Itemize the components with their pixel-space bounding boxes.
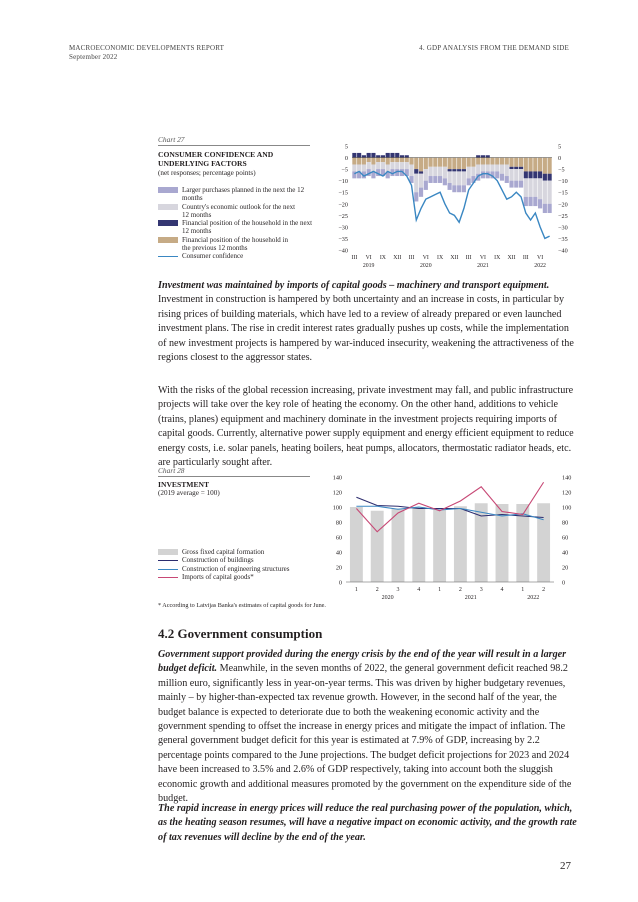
chart28-subtitle: (2019 average = 100) (158, 489, 220, 497)
chart27-bar (448, 171, 452, 183)
chart27-bar (505, 158, 509, 165)
chart27-bar (548, 174, 552, 181)
chart28-year-label: 2020 (381, 595, 394, 601)
chart27-bar (409, 164, 413, 176)
chart28-y-tick-left: 40 (335, 549, 342, 557)
chart28-title: INVESTMENT (158, 480, 210, 489)
chart27-y-tick-left: −40 (338, 247, 348, 255)
chart28-x-tick: 4 (500, 587, 504, 593)
chart28-x-tick: 1 (438, 587, 442, 593)
chart27-y-tick-left: −10 (338, 178, 348, 186)
chart27-bar (528, 158, 532, 172)
chart27-legend-item (158, 236, 326, 253)
chart27-bar (357, 153, 361, 158)
chart27-number: Chart 27 (158, 135, 185, 144)
chart27-x-tick: VI (365, 255, 372, 261)
chart28-y-tick-right: 20 (562, 564, 569, 572)
chart27-bar (371, 158, 375, 165)
chart27-x-tick: XII (393, 255, 402, 261)
chart27-y-tick-right: −5 (558, 166, 565, 174)
chart27-bar (476, 155, 480, 157)
chart27-bar (352, 158, 356, 165)
chart27-bar (528, 178, 532, 196)
chart27-bar (500, 174, 504, 181)
chart28-y-tick-left: 60 (335, 534, 342, 542)
chart27-bar (395, 158, 399, 163)
chart27-bar (467, 158, 471, 167)
chart27-bar (471, 167, 475, 176)
chart27-bar (524, 158, 528, 172)
chart27-title (158, 150, 273, 168)
chart27-bar (390, 158, 394, 163)
chart28-legend (158, 548, 326, 581)
chart27-bar (538, 178, 542, 199)
chart27-y-tick-right: −35 (558, 235, 568, 243)
chart27-bar (443, 158, 447, 167)
chart28-x-tick: 2 (542, 587, 546, 593)
chart27-x-tick: XII (507, 255, 516, 261)
chart27-plot (330, 136, 580, 276)
chart27-bar (390, 153, 394, 158)
chart27-bar (362, 164, 366, 171)
chart27-bar (509, 181, 513, 188)
chart27-bar (448, 183, 452, 190)
chart27-bar (500, 164, 504, 173)
chart27-x-tick: VI (479, 255, 487, 261)
chart28-number: Chart 28 (158, 466, 185, 475)
chart27-legend-swatch (158, 187, 178, 193)
chart27-year-label: 2022 (534, 263, 546, 269)
chart27-y-tick-left: −15 (338, 189, 348, 197)
chart27-bar (381, 155, 385, 157)
chart27-bar (448, 158, 452, 170)
chart27-legend-item (158, 219, 326, 236)
body-paragraph-investment (158, 279, 578, 365)
chart27-bar (433, 176, 437, 183)
chart27-bar (462, 158, 466, 170)
chart28-y-tick-right: 0 (562, 579, 566, 587)
chart27-x-tick: III (522, 255, 529, 261)
chart27-bar (481, 155, 485, 157)
chart28-bar-gfcf (371, 511, 384, 582)
chart27-y-tick-right: −10 (558, 178, 568, 186)
chart27-bar (381, 162, 385, 169)
chart27-bar (509, 167, 513, 169)
chart27-bar (362, 155, 366, 157)
chart27-bar (524, 171, 528, 178)
chart27-bar (405, 162, 409, 169)
chart27-bar (486, 158, 490, 165)
chart27-bar (481, 164, 485, 171)
chart28-x-tick: 3 (479, 587, 483, 593)
chart28-y-tick-right: 80 (562, 519, 569, 527)
chart27-bar (371, 164, 375, 171)
chart27-bar (386, 158, 390, 165)
chart27-bar (524, 197, 528, 206)
body-paragraph-government (158, 648, 578, 806)
chart27-bar (352, 164, 356, 171)
chart27-bar (390, 162, 394, 169)
chart27-y-tick-right: 5 (558, 143, 562, 151)
chart27-bar (386, 164, 390, 171)
chart27-bar (486, 155, 490, 157)
chart27-legend-swatch (158, 256, 178, 257)
chart27-bar (424, 169, 428, 181)
chart27-year-label: 2019 (362, 263, 375, 269)
chart28-x-tick: 4 (417, 587, 421, 593)
chart28-x-tick: 1 (521, 587, 525, 593)
chart28-year-label: 2021 (464, 595, 477, 601)
chart28-legend-item (158, 565, 326, 573)
chart27-bar (457, 158, 461, 170)
chart28-legend-swatch (158, 549, 178, 555)
chart27-legend-label: Financial position of the household in the next 12 months (182, 219, 313, 236)
chart27-bar (462, 171, 466, 185)
chart27-bar (486, 164, 490, 171)
chart28-legend-item (158, 548, 326, 556)
chart27-y-tick-right: −20 (558, 201, 568, 209)
chart27-legend-swatch (158, 204, 178, 210)
chart27-bar (424, 181, 428, 190)
text-government: Meanwhile, in the seven months of 2022, the general government deficit reached 98.2 million euro, significantly less in year-on-year terms. This was driven by higher budgetary revenues, mainly – by higher-than-expected tax revenue growth. However, in the second half of the year, the budget balance is expected to deteriorate due to both the weakening economic activity and the government spending to offset the increase in energy prices and mitigate the impact of inflation. The general government budget deficit for this year is estimated at 7.9% of GDP, increasing by 2.2 percentage points compared to the June projections. The budget deficit projections for 2023 and 2024 have been increased to 3.5% and 2.6% of GDP respectively, taking into account both the sluggish economic growth and additional measures promoted by the government on the expenditure side of the budget. (158, 663, 572, 805)
chart27-bar (528, 197, 532, 206)
chart27-bar (543, 181, 547, 204)
chart27-bar (452, 185, 456, 192)
chart28-y-tick-right: 60 (562, 534, 569, 542)
chart27-bar (548, 204, 552, 213)
chart27-bar (419, 158, 423, 172)
chart27-bar (357, 158, 361, 165)
chart27-bar (505, 164, 509, 176)
chart28-bar-gfcf (454, 506, 467, 582)
text-investment: Investment in construction is hampered by both uncertainty and an increase in costs, in particular by rising prices of building materials, which have led to a review of already prepared or even launched investment plans. The rise in credit interest rates gradually pushes up costs, while the implementation of new investment projects is hampered by war-induced insecurity, weakening the attractiveness of the regions closest to the aggressor states. (158, 294, 574, 364)
chart28-x-tick: 1 (354, 587, 358, 593)
chart27-year-label: 2020 (420, 263, 432, 269)
chart27-x-tick: III (351, 255, 358, 261)
lead-government: Government support provided during the energy crisis by the end of the year will result in a larger budget deficit. (158, 649, 567, 675)
chart27-bar (457, 171, 461, 185)
chart28-y-tick-right: 140 (562, 474, 572, 482)
chart27-bar (514, 158, 518, 167)
chart27-bar (509, 169, 513, 181)
chart27-bar (400, 162, 404, 169)
chart28-legend-label: Imports of capital goods* (182, 572, 254, 581)
chart28-year-label: 2022 (527, 595, 540, 601)
chart27-bar (519, 181, 523, 188)
chart27-bar (400, 155, 404, 157)
chart27-bar (548, 158, 552, 174)
chart27-x-tick: III (408, 255, 415, 261)
chart27-bar (414, 192, 418, 201)
chart27-bar (438, 176, 442, 183)
chart27-bar (376, 155, 380, 157)
chart27-subtitle: (net responses; percentage points) (158, 169, 256, 177)
chart27-bar (490, 164, 494, 171)
chart27-bar (500, 158, 504, 165)
chart28-y-tick-right: 120 (562, 489, 572, 497)
chart27-bar (448, 169, 452, 171)
chart27-bar (533, 178, 537, 196)
body-paragraph-energy (158, 802, 578, 845)
chart27-bar (514, 181, 518, 188)
chart27-y-tick-left: 0 (344, 155, 348, 163)
chart27-bar (528, 171, 532, 178)
chart28-x-tick: 3 (396, 587, 400, 593)
chart28-y-tick-left: 140 (332, 474, 342, 482)
chapter-header: 4. GDP ANALYSIS FROM THE DEMAND SIDE (419, 44, 569, 52)
body-paragraph-risks (158, 384, 578, 470)
chart27-bar (367, 158, 371, 163)
chart27-bar (376, 158, 380, 163)
chart28-legend-swatch (158, 560, 178, 561)
chart27-bar (419, 174, 423, 188)
chart27-bar (543, 158, 547, 174)
chart27-bar (414, 169, 418, 174)
chart27-bar (367, 153, 371, 158)
chart28-bar-gfcf (350, 507, 363, 582)
chart27-bar (462, 185, 466, 192)
chart27-bar (428, 167, 432, 176)
chart27-bar (443, 178, 447, 185)
chart27-title-line1: CONSUMER CONFIDENCE AND (158, 150, 274, 159)
chart28-x-tick: 2 (458, 587, 462, 593)
lead-investment: Investment was maintained by imports of capital goods – machinery and transport equipment. (158, 280, 550, 291)
chart27-y-tick-left: 5 (344, 143, 348, 151)
chart27-bar (400, 158, 404, 163)
chart27-bar (538, 158, 542, 172)
chart27-bar (367, 162, 371, 169)
chart27-x-tick: III (465, 255, 472, 261)
chart27-bar (505, 176, 509, 183)
chart27-bar (548, 181, 552, 204)
chart27-bar (490, 158, 494, 165)
chart27-title-line2: UNDERLYING FACTORS (158, 159, 247, 168)
chart27-bar (533, 158, 537, 172)
chart27-bar (519, 167, 523, 169)
chart28-rule (158, 476, 310, 477)
chart27-bar (514, 169, 518, 181)
chart27-bar (419, 171, 423, 173)
chart27-bar (538, 171, 542, 178)
chart27-bar (419, 188, 423, 197)
chart27-bar (519, 158, 523, 167)
chart27-bar (452, 169, 456, 171)
chart27-bar (509, 158, 513, 167)
chart28-legend-label: Construction of engineering structures (182, 564, 290, 573)
chart28-legend-item (158, 556, 326, 564)
chart27-bar (462, 169, 466, 171)
chart27-y-tick-left: −20 (338, 201, 348, 209)
chart28-legend-label: Construction of buildings (182, 556, 254, 565)
chart27-y-tick-right: −15 (558, 189, 568, 197)
chart27-y-tick-left: −35 (338, 235, 348, 243)
chart28-legend-swatch (158, 569, 178, 570)
chart27-year-label: 2021 (477, 263, 489, 269)
chart27-bar (519, 169, 523, 181)
chart27-bar (395, 153, 399, 158)
chart27-bar (538, 199, 542, 208)
chart27-legend-label: Country's economic outlook for the next 12 months (182, 202, 296, 219)
chart27-bar (457, 169, 461, 171)
chart27-bar (362, 158, 366, 165)
chart28-legend-label: Gross fixed capital formation (182, 548, 265, 556)
chart28-x-tick: 2 (375, 587, 379, 593)
chart27-bar (376, 162, 380, 169)
chart28-legend-swatch (158, 577, 178, 578)
chart27-legend (158, 186, 326, 261)
chart27-bar (533, 197, 537, 206)
chart27-y-tick-right: −40 (558, 247, 568, 255)
chart27-y-tick-right: 0 (558, 155, 562, 163)
chart27-bar (438, 167, 442, 176)
chart27-bar (409, 158, 413, 165)
report-title: MACROECONOMIC DEVELOPMENTS REPORT (69, 44, 225, 52)
chart27-bar (543, 204, 547, 213)
chart27-bar (476, 164, 480, 173)
chart27-bar (371, 153, 375, 158)
chart27-bar (428, 158, 432, 167)
chart27-x-tick: IX (379, 255, 387, 261)
chart27-y-tick-right: −30 (558, 224, 568, 232)
chart27-bar (476, 158, 480, 165)
chart27-bar (357, 164, 361, 171)
chart27-bar (414, 174, 418, 192)
chart27-bar (381, 158, 385, 163)
report-date: September 2022 (69, 53, 118, 61)
chart27-bar (433, 167, 437, 176)
chart27-bar (428, 176, 432, 183)
chart28-bar-gfcf (475, 503, 488, 582)
chart27-x-tick: XII (450, 255, 459, 261)
chart27-bar (524, 178, 528, 196)
chart27-bar (452, 158, 456, 170)
chart27-bar (352, 153, 356, 158)
chart28-y-tick-left: 120 (332, 489, 342, 497)
chart27-bar (452, 171, 456, 185)
chart27-bar (514, 167, 518, 169)
chart27-bar (405, 155, 409, 157)
chart28-y-tick-left: 80 (335, 519, 342, 527)
chart27-legend-label: Consumer confidence (182, 252, 244, 261)
chart27-legend-item (158, 203, 326, 220)
chart27-bar (457, 185, 461, 192)
chart28-y-tick-right: 100 (562, 504, 572, 512)
chart27-bar (481, 158, 485, 165)
chart27-y-tick-left: −30 (338, 224, 348, 232)
chart27-legend-item (158, 252, 326, 260)
chart27-legend-item (158, 186, 326, 203)
chart28-legend-item (158, 573, 326, 581)
chart27-bar (414, 158, 418, 170)
chart28-bar-gfcf (433, 510, 446, 582)
chart27-legend-label: Financial position of the household in the previous 12 months (182, 235, 288, 253)
chart27-y-tick-left: −25 (338, 212, 348, 220)
chart27-x-tick: VI (422, 255, 429, 261)
chart28-bar-gfcf (412, 507, 425, 582)
chart28-footnote: * According to Latvijas Banka's estimates of capital goods for June. (158, 602, 326, 609)
chart28-plot (330, 470, 580, 602)
chart27-x-tick: IX (494, 255, 501, 261)
section-title: 4.2 Government consumption (158, 626, 323, 641)
chart27-bar (495, 164, 499, 171)
chart27-bar (495, 158, 499, 165)
chart28-bar-gfcf (537, 503, 550, 582)
chart27-bar (533, 171, 537, 178)
chart27-bar (386, 153, 390, 158)
chart28-bar-gfcf (392, 509, 405, 583)
text-risks: With the risks of the global recession increasing, private investment may fall, and public infrastructure projects will take over the key role of heating the economy. On the other hand, additions to vehicle (trains, planes) equipment and machinery dominate in the investment projects requiring imports of capital goods. Currently, alternative power supply equipment and energy efficient equipment to reduce energy costs, i.e. solar panels, heating boilers, heat pumps, allocators, thermostatic radiator heads, etc. are particularly sought after. (158, 385, 574, 469)
chart27-bar (433, 158, 437, 167)
chart27-rule (158, 145, 310, 146)
chart27-bar (438, 158, 442, 167)
chart27-bar (471, 158, 475, 167)
chart27-legend-swatch (158, 237, 178, 243)
chart27-legend-swatch (158, 220, 178, 226)
chart27-bar (467, 167, 471, 179)
chart27-y-tick-left: −5 (341, 166, 348, 174)
chart27-legend-label: Larger purchases planned in the next the 12 months (182, 186, 305, 203)
report-header (69, 44, 224, 62)
chart27-bar (443, 167, 447, 179)
chart27-x-tick: VI (537, 255, 544, 261)
chart27-x-tick: IX (437, 255, 444, 261)
chart28-y-tick-left: 100 (332, 504, 342, 512)
chart27-bar (467, 178, 471, 185)
chart28-y-tick-right: 40 (562, 549, 569, 557)
chart27-y-tick-right: −25 (558, 212, 568, 220)
chart27-bar (395, 162, 399, 169)
chart27-bar (424, 158, 428, 170)
page-number: 27 (560, 860, 571, 872)
chart27-bar (543, 174, 547, 181)
chart27-bar (405, 158, 409, 163)
chart28-y-tick-left: 0 (338, 579, 342, 587)
lead-energy: The rapid increase in energy prices will reduce the real purchasing power of the population, which, as the heating season resumes, will have a negative impact on economic activity, and the growth rate of tax revenues will decline by the end of the year. (158, 803, 577, 843)
chart27-bar (495, 171, 499, 178)
chart28-y-tick-left: 20 (335, 564, 342, 572)
